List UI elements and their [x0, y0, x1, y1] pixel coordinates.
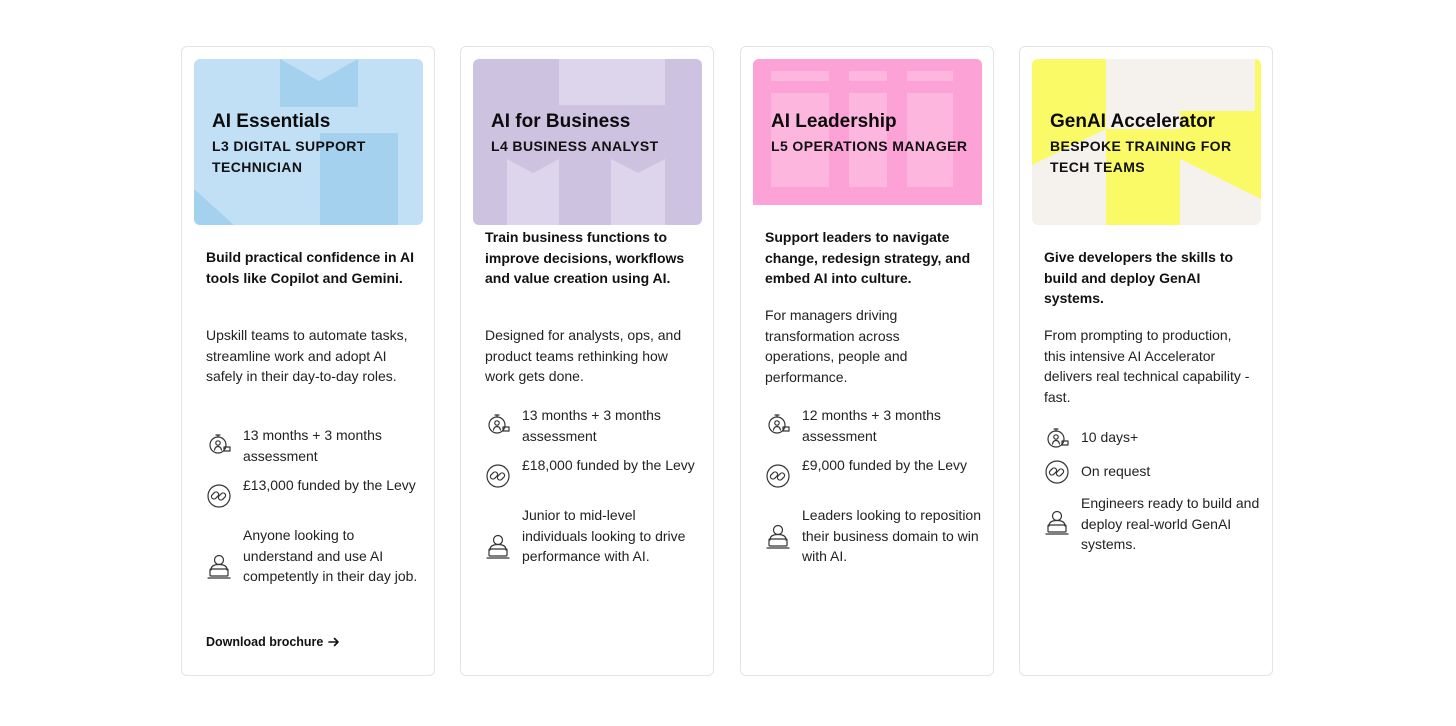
card-description: Upskill teams to automate tasks, streamline work and adopt AI safely in their day-to-day roles.	[206, 327, 408, 384]
card-title: GenAI Accelerator	[1050, 111, 1216, 132]
duration-text: 10 days+	[1081, 429, 1139, 445]
course-card-ai-leadership	[740, 46, 994, 676]
card-description: From prompting to production, this intensive AI Accelerator delivers real technical capability - fast.	[1044, 327, 1250, 405]
linked-coins-icon	[765, 463, 791, 489]
linked-coins-icon	[206, 483, 232, 509]
card-hero	[194, 59, 423, 225]
audience-text: Leaders looking to reposition their business domain to win with AI.	[802, 507, 982, 564]
stopwatch-person-icon	[1044, 425, 1070, 451]
duration-text: 13 months + 3 months assessment	[243, 427, 382, 464]
linked-coins-icon	[1044, 459, 1070, 485]
stopwatch-person-icon	[485, 411, 511, 437]
card-title: AI Essentials	[212, 111, 331, 132]
duration-text: 12 months + 3 months assessment	[802, 407, 941, 444]
card-description: For managers driving transformation across operations, people and performance.	[765, 307, 908, 385]
audience-text: Junior to mid-level individuals looking to drive performance with AI.	[522, 507, 686, 564]
course-card-genai-accelerator	[1019, 46, 1273, 676]
stopwatch-person-icon	[765, 411, 791, 437]
audience-text: Engineers ready to build and deploy real-world GenAI systems.	[1081, 495, 1260, 552]
download-brochure-link[interactable]	[206, 635, 340, 649]
funding-text: £9,000 funded by the Levy	[802, 457, 968, 473]
person-at-laptop-icon	[1044, 509, 1070, 535]
funding-text: £13,000 funded by the Levy	[243, 477, 416, 493]
card-hero	[1032, 59, 1261, 225]
person-at-laptop-icon	[485, 533, 511, 559]
card-lead: Train business functions to improve decisions, workflows and value creation using AI.	[485, 229, 685, 286]
funding-text: On request	[1081, 463, 1151, 479]
stopwatch-person-icon	[206, 431, 232, 457]
card-lead: Give developers the skills to build and deploy GenAI systems.	[1044, 249, 1234, 306]
arrow-right-icon	[328, 637, 340, 647]
funding-text: £18,000 funded by the Levy	[522, 457, 695, 473]
card-lead: Build practical confidence in AI tools like Copilot and Gemini.	[206, 249, 414, 286]
card-subtitle: BESPOKE TRAINING FOR TECH TEAMS	[1050, 138, 1232, 175]
card-subtitle: L4 BUSINESS ANALYST	[491, 138, 659, 154]
person-at-laptop-icon	[206, 553, 232, 579]
card-subtitle: L5 OPERATIONS MANAGER	[771, 138, 968, 154]
audience-text: Anyone looking to understand and use AI competently in their day job.	[243, 527, 418, 584]
card-subtitle: L3 DIGITAL SUPPORT TECHNICIAN	[212, 138, 366, 175]
card-title: AI for Business	[491, 111, 631, 132]
linked-coins-icon	[485, 463, 511, 489]
download-brochure-label: Download brochure	[206, 635, 324, 649]
duration-text: 13 months + 3 months assessment	[522, 407, 661, 444]
person-at-laptop-icon	[765, 523, 791, 549]
card-hero	[473, 59, 702, 225]
course-card-ai-essentials	[181, 46, 435, 676]
card-title: AI Leadership	[771, 111, 897, 132]
course-card-ai-for-business	[460, 46, 714, 676]
card-lead: Support leaders to navigate change, redesign strategy, and embed AI into culture.	[765, 229, 971, 286]
card-description: Designed for analysts, ops, and product teams rethinking how work gets done.	[485, 327, 682, 384]
card-hero	[753, 59, 982, 225]
